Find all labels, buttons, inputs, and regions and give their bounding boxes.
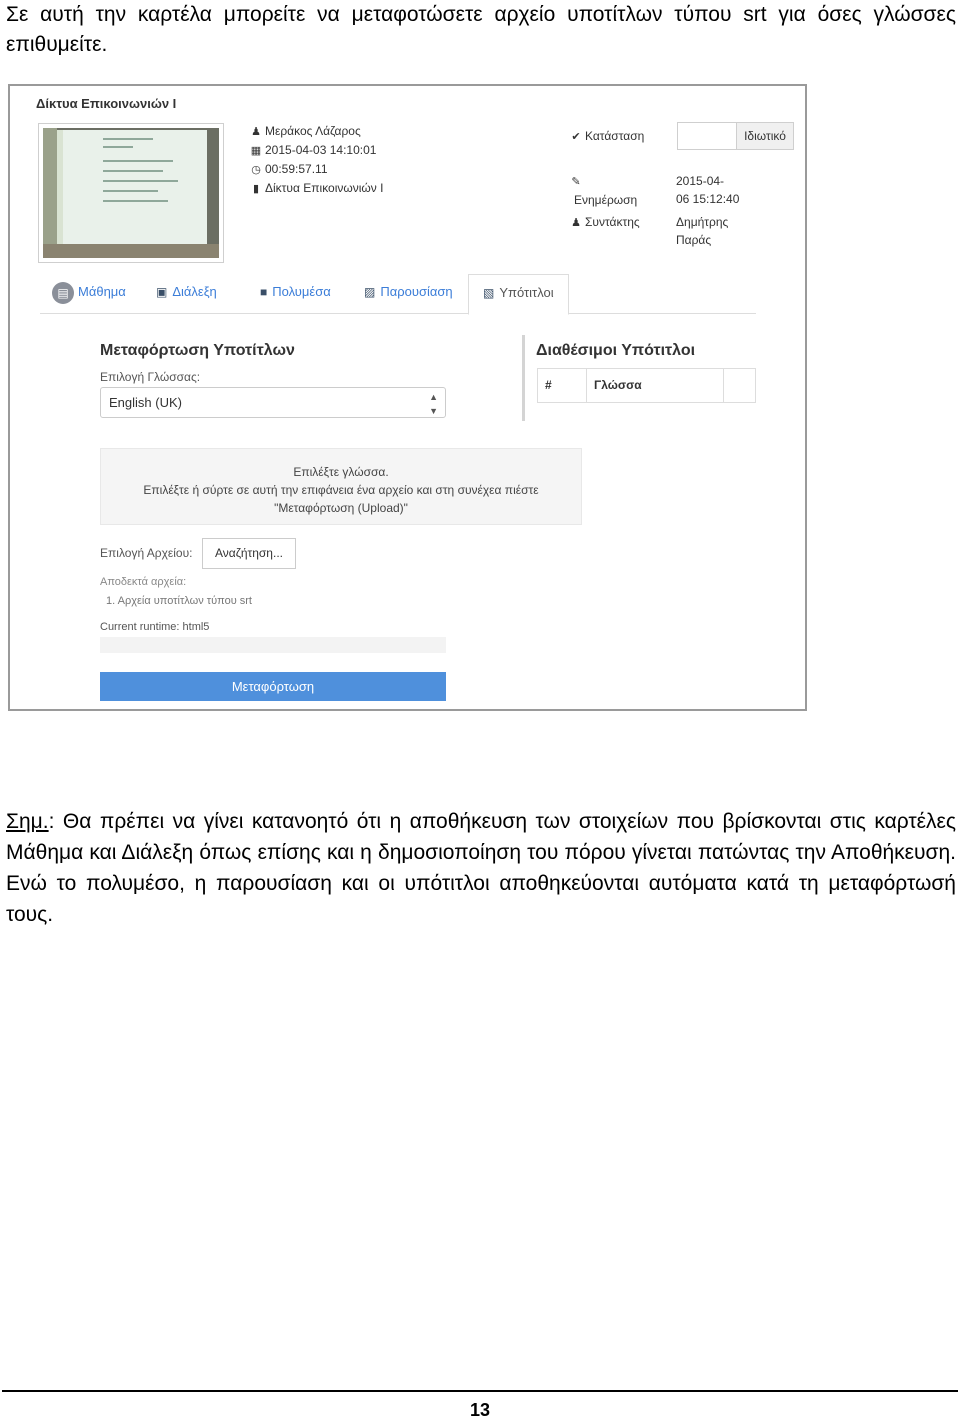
editor-value-2: Παράς [676, 233, 712, 247]
tab-subtitles[interactable]: ▧ Υπότιτλοι [468, 274, 569, 315]
editor-value-1: Δημήτρης [676, 215, 729, 229]
closed-caption-icon: ▧ [483, 286, 495, 300]
tab-lecture[interactable]: ▣ Διάλεξη [156, 274, 217, 314]
accepted-files-label: Αποδεκτά αρχεία: [100, 576, 187, 588]
file-dropzone[interactable] [100, 448, 582, 525]
footer-divider [2, 1390, 958, 1392]
update-value-2: 06 15:12:40 [676, 192, 740, 206]
video-camera-icon: ■ [260, 285, 268, 299]
update-value-1: 2015-04- [676, 174, 725, 188]
tab-multimedia[interactable]: ■ Πολυμέσα [260, 274, 331, 314]
lecture-meta [250, 122, 383, 198]
page-number: 13 [469, 1400, 491, 1420]
user-icon: ♟ [571, 217, 581, 229]
lecture-duration: 00:59:57.11 [265, 162, 328, 176]
dropzone-line-2: Επιλέξτε ή σύρτε σε αυτή την επιφάνεια ένα αρχείο και στη συνέχεα πιέστε [143, 483, 539, 497]
table-header-actions [724, 369, 756, 402]
check-circle-icon: ✔ [571, 131, 581, 143]
status-field[interactable] [677, 122, 794, 150]
note-prefix: Σημ. [6, 810, 49, 833]
file-label: Επιλογή Αρχείου: [100, 546, 193, 560]
status-row [570, 127, 644, 146]
private-button[interactable]: Ιδιωτικό [736, 123, 793, 149]
available-divider [522, 335, 525, 421]
presenter-icon: ▣ [156, 285, 168, 299]
table-header-number: # [538, 369, 587, 402]
status-label: Κατάσταση [585, 129, 645, 143]
upload-button[interactable]: Μεταφόρτωση [100, 672, 446, 701]
select-arrows-icon: ▲ ▼ [429, 392, 438, 416]
video-thumbnail[interactable] [38, 123, 224, 263]
update-value [676, 172, 739, 208]
course-name: Δίκτυα Επικοινωνιών Ι [265, 181, 384, 195]
available-heading: Διαθέσιμοι Υπότιτλοι [536, 342, 696, 359]
lecture-frame-image [43, 128, 219, 258]
clock-icon: ◷ [251, 164, 261, 176]
available-subtitles-table [537, 368, 756, 403]
update-label: Ενημέρωση [574, 193, 638, 207]
upload-progress-bar [100, 637, 446, 653]
language-selected-value: English (UK) [109, 395, 182, 410]
tab-presentation[interactable]: ▨ Παρουσίαση [364, 274, 453, 314]
lecture-tabs [40, 274, 756, 314]
user-icon: ♟ [251, 126, 261, 138]
upload-heading: Μεταφόρτωση Υποτίτλων [100, 342, 295, 359]
lesson-icon: ▤ [52, 282, 74, 304]
author-name: Μεράκος Λάζαρος [265, 124, 361, 138]
table-header-language: Γλώσσα [587, 369, 724, 402]
subtitles-tab-screenshot [8, 84, 807, 711]
course-title: Δίκτυα Επικοινωνιών Ι [36, 96, 177, 111]
language-label: Επιλογή Γλώσσας: [100, 370, 201, 384]
editor-row [570, 213, 640, 232]
intro-paragraph: Σε αυτή την καρτέλα μπορείτε να μεταφοτώσετε αρχείο υποτίτλων τύπου srt για όσες γλώσσες επιθυμείτε. [6, 3, 956, 56]
dropzone-line-1: Επιλέξτε γλώσσα. [293, 465, 389, 479]
dropzone-line-3: "Μεταφόρτωση (Upload)" [274, 501, 408, 515]
image-icon: ▨ [364, 285, 376, 299]
lecture-date: 2015-04-03 14:10:01 [265, 143, 377, 157]
calendar-icon: ▦ [250, 145, 262, 157]
editor-value [676, 213, 728, 249]
tab-lesson[interactable]: ▤ Μάθημα [52, 274, 126, 314]
accepted-file-type: 1. Αρχεία υποτίτλων τύπου srt [106, 595, 252, 607]
update-row [570, 172, 637, 209]
browse-button[interactable]: Αναζήτηση... [202, 538, 296, 569]
language-select[interactable] [100, 387, 446, 418]
book-icon: ▮ [252, 183, 260, 195]
runtime-info: Current runtime: html5 [100, 621, 210, 633]
editor-label: Συντάκτης [585, 215, 640, 229]
note-text: : Θα πρέπει να γίνει κατανοητό ότι η αποθήκευση των στοιχείων που βρίσκονται στις καρτέλες Μάθημα και Διάλεξη όπως επίσης και η δημοσιοποίηση του πόρου γίνεται πατώντας την Αποθήκευση. Ενώ το πολυμέσο, η παρουσίαση και οι υπότιτλοι αποθηκεύονται αυτόματα κατά τη μεταφόρτωσή τους. [6, 810, 956, 926]
note-paragraph [6, 806, 956, 930]
edit-icon: ✎ [571, 176, 581, 188]
